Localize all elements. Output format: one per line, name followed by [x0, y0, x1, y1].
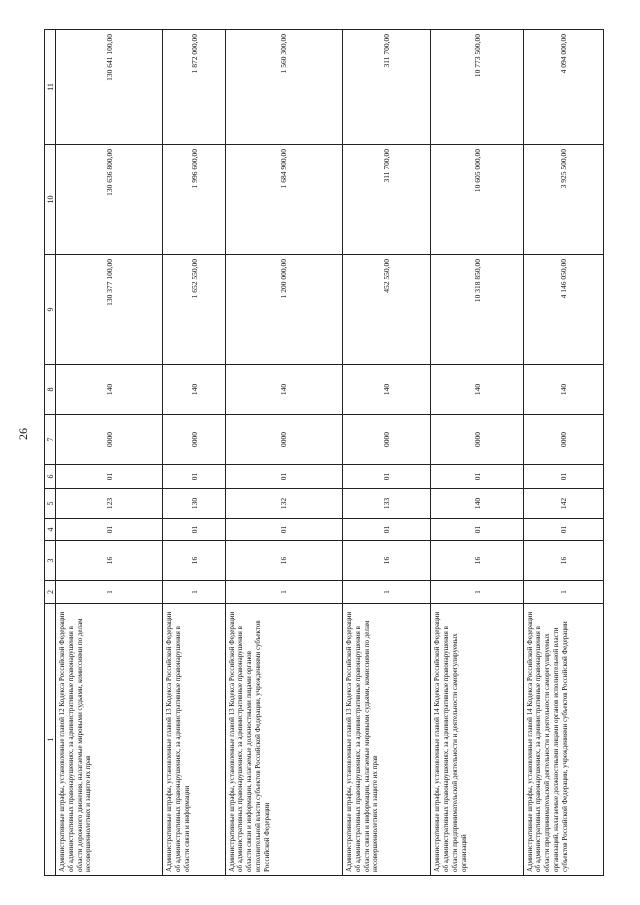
cell: 01 [523, 519, 603, 541]
cell: 01 [163, 519, 225, 541]
amount-cell: 10 773 500,00 [431, 30, 523, 145]
col-header: 7 [45, 415, 56, 465]
cell: 140 [523, 365, 603, 415]
row-name: Административные штрафы, установленные главой 12 Кодекса Российской Федерации об административных правонарушениях, за административные правонарушения в области дорожного движения, налагаемые мировыми судьями, комиссиями по делам несовершеннолетних и защите их прав [56, 604, 163, 876]
row-name: Административные штрафы, установленные главой 14 Кодекса Российской Федерации об административных правонарушениях, за административные правонарушения в области предпринимательской деятельности и деятельности саморегулируемых организаций, налагаемые должностными лицами органов исполнительной власти субъектов Российской Федерации, учреждениями субъектов Российской Федерации [523, 604, 603, 876]
col-header: 4 [45, 519, 56, 541]
amount-cell: 130 377 100,00 [56, 255, 163, 365]
cell: 140 [225, 365, 342, 415]
table-row [225, 30, 342, 876]
cell: 140 [163, 365, 225, 415]
col-header: 5 [45, 489, 56, 519]
row-name: Административные штрафы, установленные главой 13 Кодекса Российской Федерации об административных правонарушениях, за административные правонарушения в области связи и информации [163, 604, 225, 876]
cell: 01 [343, 465, 431, 489]
budget-table [44, 29, 604, 876]
amount-cell: 10 318 850,00 [431, 255, 523, 365]
cell: 0000 [163, 415, 225, 465]
row-name: Административные штрафы, установленные главой 14 Кодекса Российской Федерации об административных правонарушениях, за административные правонарушения в области предпринимательской деятельности и деятельности саморегулируемых организаций [431, 604, 523, 876]
amount-cell: 4 146 050,00 [523, 255, 603, 365]
table-row [163, 30, 225, 876]
cell: 01 [225, 465, 342, 489]
amount-cell: 3 925 500,00 [523, 145, 603, 255]
amount-cell: 10 605 000,00 [431, 145, 523, 255]
cell: 0000 [523, 415, 603, 465]
col-header: 2 [45, 581, 56, 604]
cell: 01 [343, 519, 431, 541]
amount-cell: 130 641 100,00 [56, 30, 163, 145]
cell: 0000 [225, 415, 342, 465]
cell: 1 [225, 581, 342, 604]
cell: 140 [431, 489, 523, 519]
cell: 1 [56, 581, 163, 604]
amount-cell: 1 200 000,00 [225, 255, 342, 365]
table-row [431, 30, 523, 876]
col-header: 11 [45, 30, 56, 145]
cell: 16 [56, 541, 163, 581]
cell: 1 [343, 581, 431, 604]
amount-cell: 1 996 600,00 [163, 145, 225, 255]
cell: 140 [343, 365, 431, 415]
amount-cell: 130 636 800,00 [56, 145, 163, 255]
row-name: Административные штрафы, установленные главой 13 Кодекса Российской Федерации об административных правонарушениях, за административные правонарушения в области связи и информации, налагаемые должностными лицами органов исполнительной власти субъектов Российской Федерации, учреждениями субъектов Российской Федерации [225, 604, 342, 876]
col-header: 10 [45, 145, 56, 255]
cell: 140 [431, 365, 523, 415]
amount-cell: 1 872 000,00 [163, 30, 225, 145]
cell: 133 [343, 489, 431, 519]
row-name: Административные штрафы, установленные главой 13 Кодекса Российской Федерации об административных правонарушениях, за административные правонарушения в области связи и информации, налагаемые мировыми судьями, комиссиями по делам несовершеннолетних и защите их прав [343, 604, 431, 876]
amount-cell: 452 550,00 [343, 255, 431, 365]
cell: 140 [56, 365, 163, 415]
cell: 0000 [431, 415, 523, 465]
cell: 01 [56, 465, 163, 489]
table-row [56, 30, 163, 876]
cell: 16 [163, 541, 225, 581]
amount-cell: 1 684 900,00 [225, 145, 342, 255]
col-header: 9 [45, 255, 56, 365]
cell: 1 [163, 581, 225, 604]
cell: 01 [523, 465, 603, 489]
cell: 130 [163, 489, 225, 519]
cell: 123 [56, 489, 163, 519]
amount-cell: 1 560 300,00 [225, 30, 342, 145]
amount-cell: 311 700,00 [343, 30, 431, 145]
cell: 16 [523, 541, 603, 581]
cell: 01 [163, 465, 225, 489]
cell: 132 [225, 489, 342, 519]
amount-cell: 311 700,00 [343, 145, 431, 255]
header-row [45, 30, 56, 876]
cell: 0000 [343, 415, 431, 465]
col-header: 1 [45, 604, 56, 876]
cell: 01 [431, 519, 523, 541]
table-row [523, 30, 603, 876]
cell: 16 [431, 541, 523, 581]
cell: 01 [431, 465, 523, 489]
table-row [343, 30, 431, 876]
cell: 16 [225, 541, 342, 581]
col-header: 3 [45, 541, 56, 581]
col-header: 8 [45, 365, 56, 415]
cell: 01 [56, 519, 163, 541]
cell: 16 [343, 541, 431, 581]
col-header: 6 [45, 465, 56, 489]
amount-cell: 1 652 550,00 [163, 255, 225, 365]
amount-cell: 4 094 000,00 [523, 30, 603, 145]
cell: 01 [225, 519, 342, 541]
rotated-table-container [44, 30, 604, 876]
cell: 1 [431, 581, 523, 604]
cell: 0000 [56, 415, 163, 465]
cell: 1 [523, 581, 603, 604]
page-number: 26 [16, 428, 30, 440]
cell: 142 [523, 489, 603, 519]
